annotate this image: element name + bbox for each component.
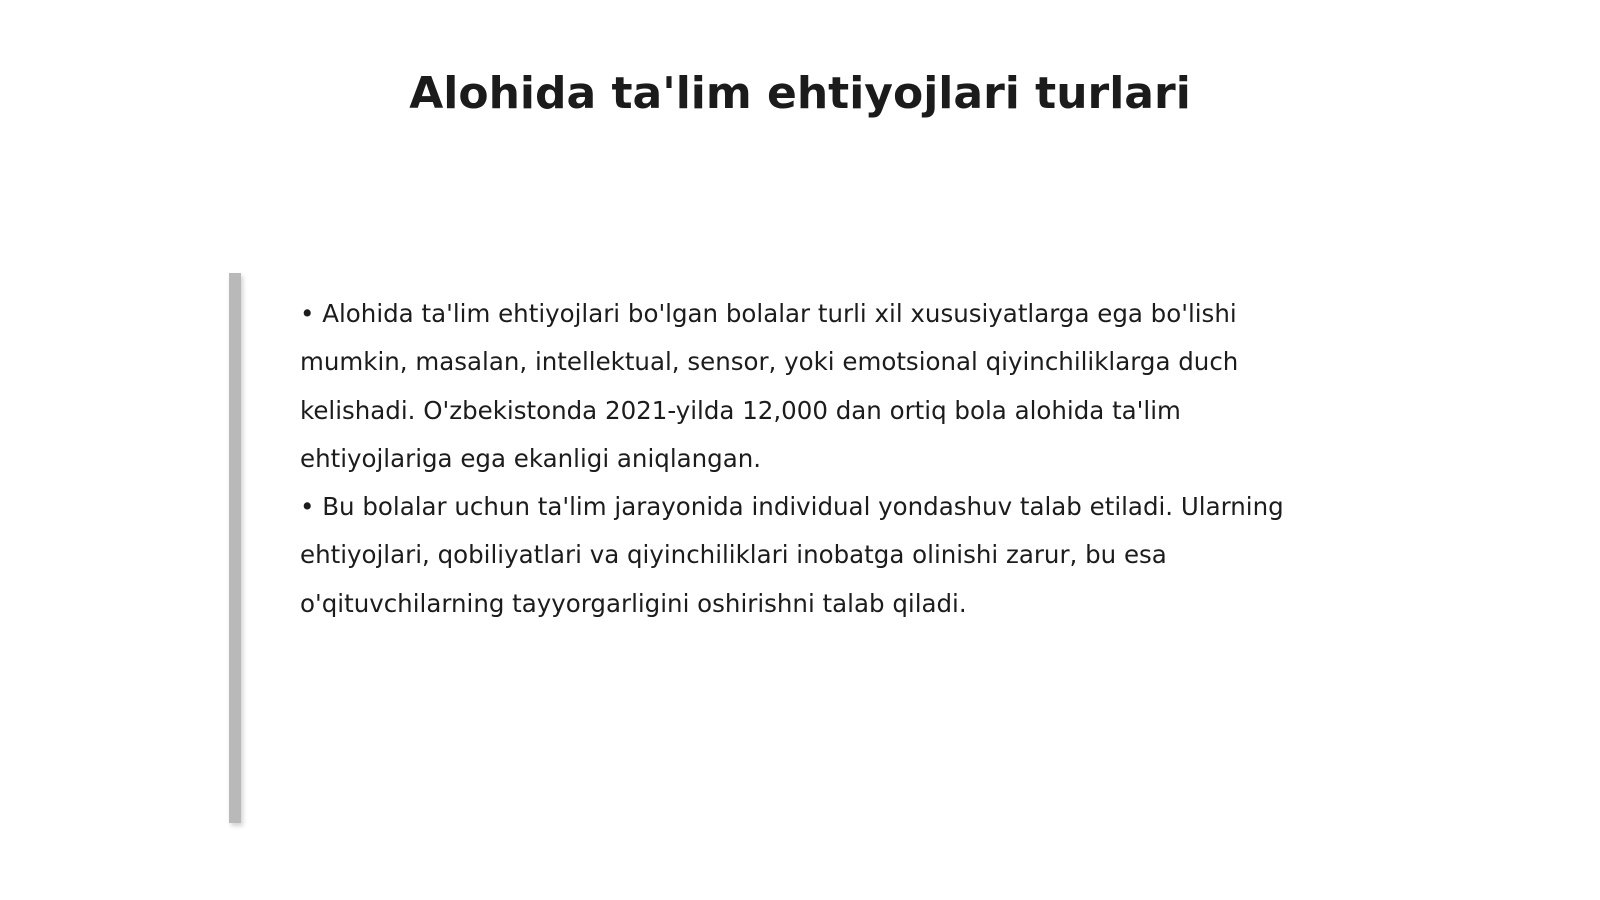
slide-content — [300, 290, 1310, 628]
bullet-item: • Alohida ta'lim ehtiyojlari bo'lgan bolalar turli xil xususiyatlarga ega bo'lishi mumkin, masalan, intellektual, sensor, yoki emotsional qiyinchiliklarga duch kelishadi. O'zbekistonda 2021-yilda 12,000 dan ortiq bola alohida ta'lim ehtiyojlariga ega ekanligi aniqlangan. — [300, 299, 1239, 473]
bullet-item: • Bu bolalar uchun ta'lim jarayonida individual yondashuv talab etiladi. Ularning ehtiyojlari, qobiliyatlari va qiyinchiliklari inobatga olinishi zarur, bu esa o'qituvchilarning tayyorgarligini oshirishni talab qiladi. — [300, 492, 1284, 618]
accent-bar — [229, 273, 241, 823]
slide-title: Alohida ta'lim ehtiyojlari turlari — [409, 68, 1191, 119]
